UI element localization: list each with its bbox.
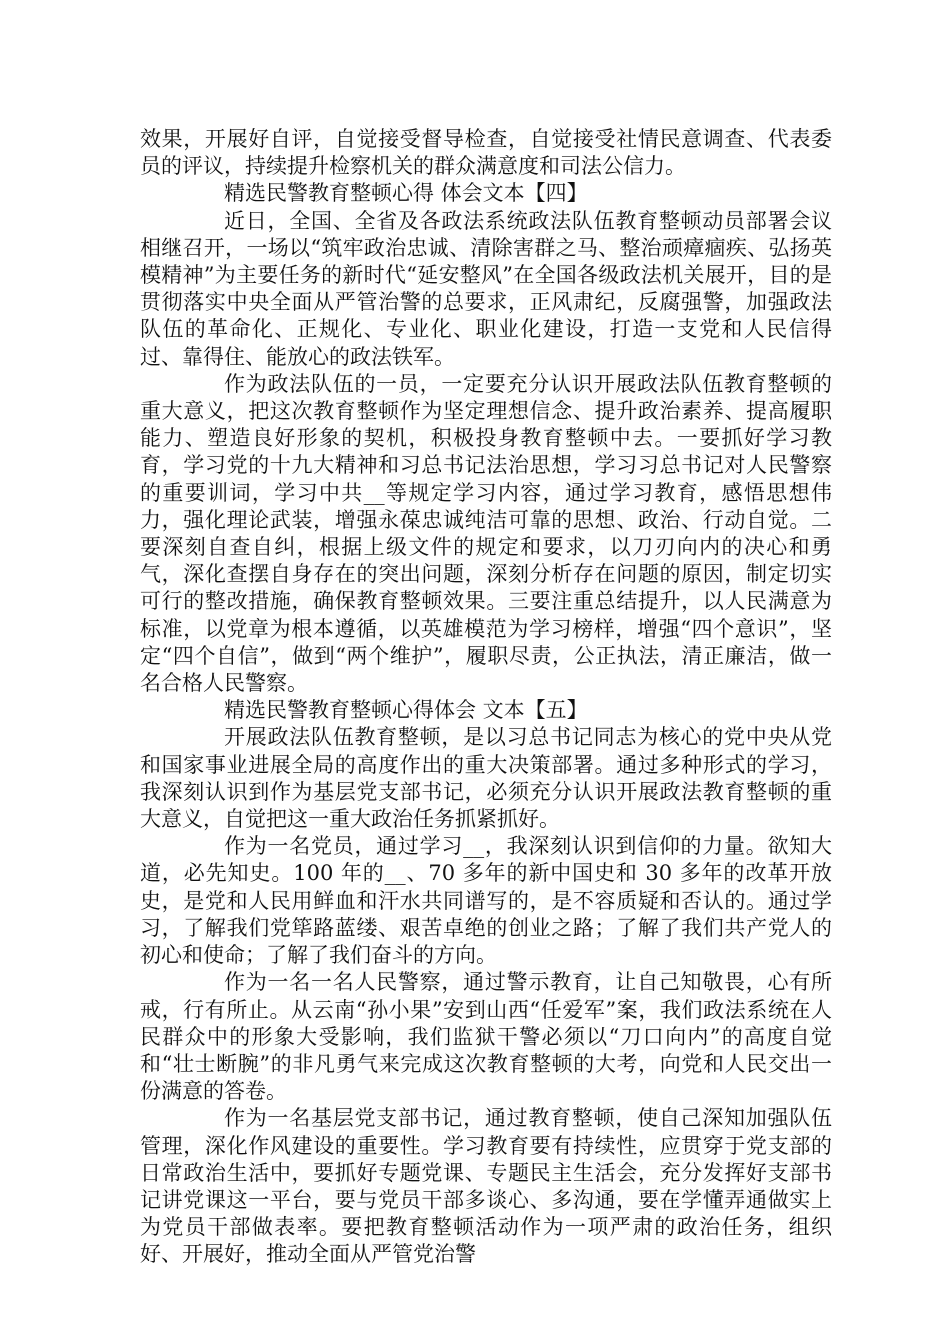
section-heading-five: 精选民警教育整顿心得体会 文本【五】 (224, 698, 588, 723)
paragraph: 作为政法队伍的一员，一定要充分认识开展政法队伍教育整顿的重大意义，把这次教育整顿作为坚定理想信念、提升政治素养、提高履职能力、塑造良好形象的契机，积极投身教育整顿中去。一要抓好学习教育，学习党的十九大精神和习总书记法治思想，学习习总书记对人民警察的重要训词，学习中共__等规定学习内容，通过学习教育，感悟思想伟力，强化理论武装，增强永葆忠诚纯洁可靠的思想、政治、行动自觉。二要深刻自查自纠，根据上级文件的规定和要求，以刀刃向内的决心和勇气，深化查摆自身存在的突出问题，深刻分析存在问题的原因，制定切实可行的整改措施，确保教育整顿效果。三要注重总结提升，以人民满意为标准，以党章为根本遵循，以英雄模范为学习榜样，增强“四个意识”，坚定“四个自信”，做到“两个维护”，履职尽责，公正执法，清正廉洁，做一名合格人民警察。 (140, 371, 832, 696)
paragraph: 作为一名基层党支部书记，通过教育整顿，使自己深知加强队伍管理，深化作风建设的重要性。学习教育要有持续性，应贯穿于党支部的日常政治生活中，要抓好专题党课、专题民主生活会，充分发挥好支部书记讲党课这一平台，要与党员干部多谈心、多沟通，要在学懂弄通做实上为党员干部做表率。要把教育整顿活动作为一项严肃的政治任务，组织好、开展好，推动全面从严管党治警 (140, 1106, 832, 1267)
paragraph: 近日，全国、全省及各政法系统政法队伍教育整顿动员部署会议相继召开，一场以“筑牢政治忠诚、清除害群之马、整治顽瘴痼疾、弘扬英模精神”为主要任务的新时代“延安整风”在全国各级政法机关展开，目的是贯彻落实中央全面从严管治警的总要求，正风肃纪，反腐强警，加强政法队伍的革命化、正规化、专业化、职业化建设，打造一支党和人民信得过、靠得住、能放心的政法铁军。 (140, 208, 832, 369)
paragraph: 作为一名一名人民警察，通过警示教育，让自己知敬畏，心有所戒，行有所止。从云南“孙小果”安到山西“任爱军”案，我们政法系统在人民群众中的形象大受影响，我们监狱干警必须以“刀口向内”的高度自觉和“壮士断腕”的非凡勇气来完成这次教育整顿的大考，向党和人民交出一份满意的答卷。 (140, 970, 832, 1104)
document-body (140, 126, 832, 1269)
section-heading-four: 精选民警教育整顿心得 体会文本【四】 (224, 181, 588, 206)
paragraph: 作为一名党员，通过学习__，我深刻认识到信仰的力量。欲知大道，必先知史。100 年的__、70 多年的新中国史和 30 多年的改革开放史，是党和人民用鲜血和汗水共同谱写的，是不容质疑和否认的。通过学习，了解我们党筚路蓝缕、艰苦卓绝的创业之路；了解了我们共产党人的初心和使命；了解了我们奋斗的方向。 (140, 834, 832, 968)
paragraph: 开展政法队伍教育整顿，是以习总书记同志为核心的党中央从党和国家事业进展全局的高度作出的重大决策部署。通过多种形式的学习，我深刻认识到作为基层党支部书记，必须充分认识开展政法教育整顿的重大意义，自觉把这一重大政治任务抓紧抓好。 (140, 725, 832, 832)
paragraph-continued: 效果，开展好自评，自觉接受督导检查，自觉接受社情民意调查、代表委员的评议，持续提升检察机关的群众满意度和司法公信力。 (140, 127, 832, 179)
